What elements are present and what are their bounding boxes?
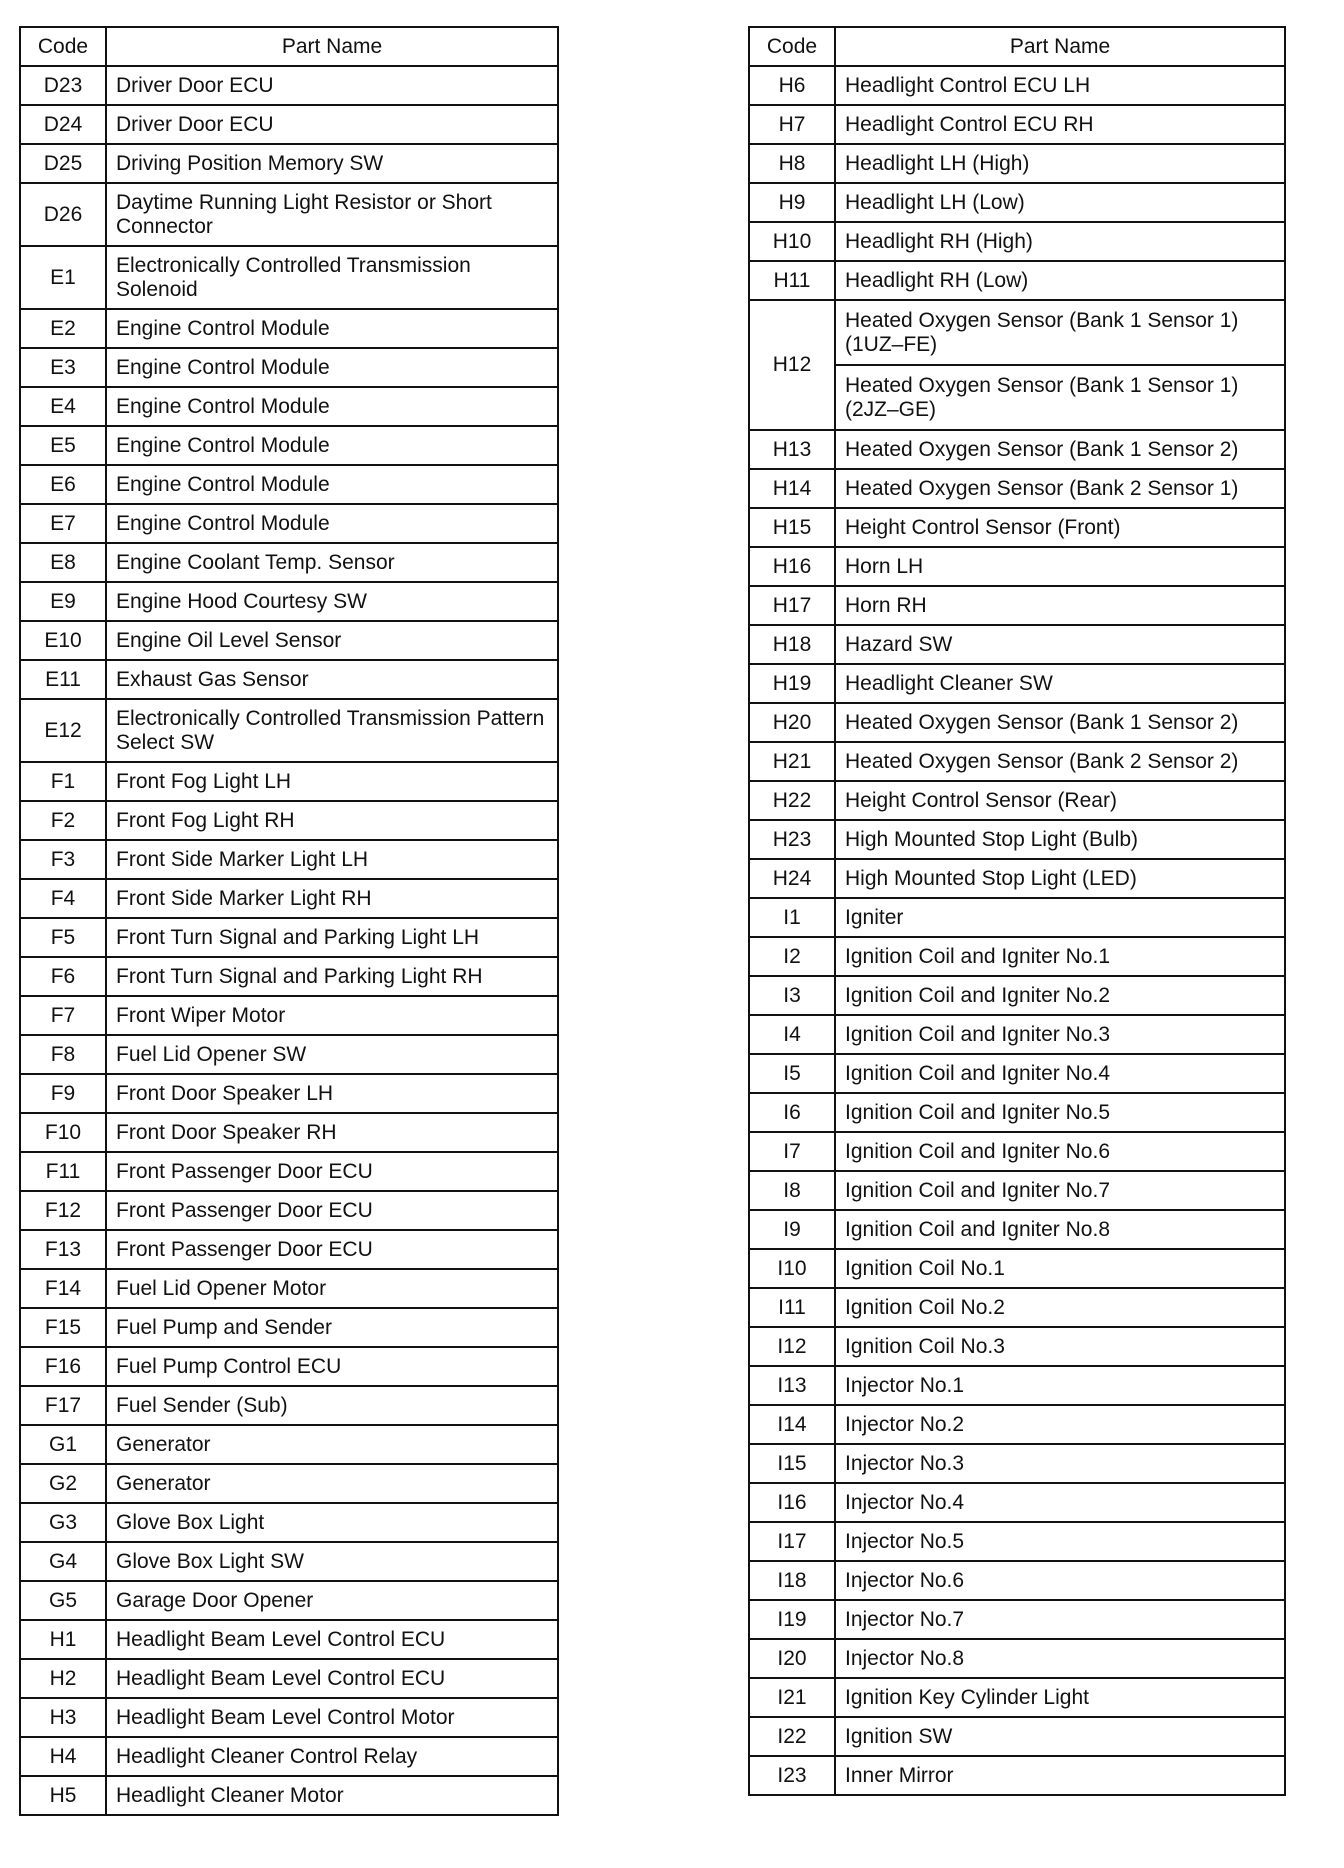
part-name-cell: Headlight Control ECU LH [835, 66, 1285, 105]
table-row [20, 465, 558, 504]
part-name-column-header: Part Name [106, 27, 558, 66]
part-name-cell: Generator [106, 1464, 558, 1503]
part-code-cell: I13 [749, 1366, 835, 1405]
part-name-cell: Injector No.5 [835, 1522, 1285, 1561]
table-row [749, 742, 1285, 781]
table-row [20, 504, 558, 543]
part-code-cell: H7 [749, 105, 835, 144]
part-name-cell: Engine Hood Courtesy SW [106, 582, 558, 621]
table-body-right [749, 66, 1285, 1795]
part-code-cell: F17 [20, 1386, 106, 1425]
part-name-cell: Engine Oil Level Sensor [106, 621, 558, 660]
table-row [20, 1386, 558, 1425]
table-row [20, 1308, 558, 1347]
part-code-cell: E2 [20, 309, 106, 348]
part-code-cell: E6 [20, 465, 106, 504]
part-name-cell: Inner Mirror [835, 1756, 1285, 1795]
part-name-cell: Headlight RH (High) [835, 222, 1285, 261]
part-code-cell: E10 [20, 621, 106, 660]
part-code-cell: H10 [749, 222, 835, 261]
part-name-cell: Injector No.1 [835, 1366, 1285, 1405]
table-row [20, 957, 558, 996]
table-row [20, 66, 558, 105]
part-code-cell: D23 [20, 66, 106, 105]
part-code-cell: I17 [749, 1522, 835, 1561]
table-row [749, 1054, 1285, 1093]
table-row [749, 898, 1285, 937]
table-row [20, 1425, 558, 1464]
part-code-cell: H21 [749, 742, 835, 781]
code-column-header: Code [749, 27, 835, 66]
part-code-cell: I19 [749, 1600, 835, 1639]
table-row [20, 1659, 558, 1698]
table-row [749, 300, 1285, 365]
part-name-cell: Front Passenger Door ECU [106, 1230, 558, 1269]
part-code-cell: F6 [20, 957, 106, 996]
part-name-cell: Heated Oxygen Sensor (Bank 1 Sensor 2) [835, 430, 1285, 469]
part-name-cell: Ignition Coil and Igniter No.1 [835, 937, 1285, 976]
part-code-cell: I4 [749, 1015, 835, 1054]
part-name-cell: Generator [106, 1425, 558, 1464]
table-row [749, 1522, 1285, 1561]
table-row [20, 348, 558, 387]
part-name-cell: Headlight LH (High) [835, 144, 1285, 183]
part-name-cell: Ignition Coil No.2 [835, 1288, 1285, 1327]
table-row [20, 387, 558, 426]
part-code-cell: D24 [20, 105, 106, 144]
part-name-cell: Height Control Sensor (Front) [835, 508, 1285, 547]
table-row [20, 1191, 558, 1230]
part-code-cell: I18 [749, 1561, 835, 1600]
part-code-cell: I11 [749, 1288, 835, 1327]
table-row [20, 183, 558, 246]
table-row [20, 801, 558, 840]
part-name-cell: Ignition Coil and Igniter No.6 [835, 1132, 1285, 1171]
part-name-cell: Front Side Marker Light LH [106, 840, 558, 879]
table-row [20, 1503, 558, 1542]
table-row [749, 937, 1285, 976]
part-name-cell: Injector No.8 [835, 1639, 1285, 1678]
part-code-cell: I12 [749, 1327, 835, 1366]
part-name-cell: Front Turn Signal and Parking Light LH [106, 918, 558, 957]
part-name-cell: Ignition Coil and Igniter No.2 [835, 976, 1285, 1015]
part-name-cell: Heated Oxygen Sensor (Bank 2 Sensor 2) [835, 742, 1285, 781]
part-name-cell: Headlight RH (Low) [835, 261, 1285, 300]
table-row [749, 820, 1285, 859]
table-row [20, 840, 558, 879]
part-code-cell: F5 [20, 918, 106, 957]
part-name-cell: Ignition Coil and Igniter No.3 [835, 1015, 1285, 1054]
part-name-cell: Front Passenger Door ECU [106, 1152, 558, 1191]
part-code-cell: F1 [20, 762, 106, 801]
code-column-header: Code [20, 27, 106, 66]
part-name-cell: Engine Control Module [106, 348, 558, 387]
table-row [20, 996, 558, 1035]
part-code-cell: I22 [749, 1717, 835, 1756]
part-code-cell: F2 [20, 801, 106, 840]
part-name-cell: Headlight LH (Low) [835, 183, 1285, 222]
part-code-cell: H1 [20, 1620, 106, 1659]
part-name-cell: Engine Control Module [106, 426, 558, 465]
table-row [20, 543, 558, 582]
part-name-cell: Horn LH [835, 547, 1285, 586]
part-name-cell: Headlight Beam Level Control ECU [106, 1620, 558, 1659]
part-name-cell: Engine Control Module [106, 465, 558, 504]
part-name-cell: Hazard SW [835, 625, 1285, 664]
part-name-cell: Driver Door ECU [106, 105, 558, 144]
part-code-cell: E8 [20, 543, 106, 582]
part-code-cell: H4 [20, 1737, 106, 1776]
part-name-cell: Ignition SW [835, 1717, 1285, 1756]
part-code-cell: H20 [749, 703, 835, 742]
table-row [749, 1210, 1285, 1249]
part-code-cell: F8 [20, 1035, 106, 1074]
part-name-cell: Ignition Coil No.1 [835, 1249, 1285, 1288]
part-name-cell: Injector No.2 [835, 1405, 1285, 1444]
table-row [20, 1113, 558, 1152]
table-row [749, 586, 1285, 625]
part-name-cell: Heated Oxygen Sensor (Bank 1 Sensor 1) (2JZ–GE) [835, 365, 1285, 430]
part-name-cell: Electronically Controlled Transmission Solenoid [106, 246, 558, 309]
part-name-cell: Front Side Marker Light RH [106, 879, 558, 918]
table-row [20, 144, 558, 183]
part-code-cell: H2 [20, 1659, 106, 1698]
part-code-cell: I3 [749, 976, 835, 1015]
part-code-cell: I2 [749, 937, 835, 976]
table-row [20, 582, 558, 621]
part-name-cell: Fuel Pump and Sender [106, 1308, 558, 1347]
table-header-row [20, 27, 558, 66]
part-code-cell: F10 [20, 1113, 106, 1152]
part-code-cell: E5 [20, 426, 106, 465]
part-code-cell: I20 [749, 1639, 835, 1678]
part-code-cell: I23 [749, 1756, 835, 1795]
table-row [20, 1347, 558, 1386]
part-code-cell: I6 [749, 1093, 835, 1132]
table-row [749, 430, 1285, 469]
part-code-cell: H17 [749, 586, 835, 625]
part-name-cell: Front Door Speaker RH [106, 1113, 558, 1152]
part-name-cell: Fuel Pump Control ECU [106, 1347, 558, 1386]
part-name-cell: Exhaust Gas Sensor [106, 660, 558, 699]
part-name-cell: High Mounted Stop Light (LED) [835, 859, 1285, 898]
part-code-cell: H3 [20, 1698, 106, 1737]
part-code-cell: H22 [749, 781, 835, 820]
table-row [20, 1620, 558, 1659]
part-name-cell: Front Fog Light LH [106, 762, 558, 801]
table-row [749, 1249, 1285, 1288]
table-row [749, 508, 1285, 547]
part-code-cell: H8 [749, 144, 835, 183]
part-name-cell: Electronically Controlled Transmission Pattern Select SW [106, 699, 558, 762]
part-name-cell: Front Turn Signal and Parking Light RH [106, 957, 558, 996]
part-code-cell: E9 [20, 582, 106, 621]
table-row [749, 1717, 1285, 1756]
table-row [20, 621, 558, 660]
part-code-cell: I21 [749, 1678, 835, 1717]
part-code-cell: H24 [749, 859, 835, 898]
part-name-cell: Heated Oxygen Sensor (Bank 2 Sensor 1) [835, 469, 1285, 508]
part-name-cell: Garage Door Opener [106, 1581, 558, 1620]
part-code-cell: I5 [749, 1054, 835, 1093]
table-row [749, 1756, 1285, 1795]
table-row [749, 261, 1285, 300]
table-row [749, 222, 1285, 261]
part-name-cell: Injector No.3 [835, 1444, 1285, 1483]
part-code-cell: F3 [20, 840, 106, 879]
part-name-cell: Injector No.7 [835, 1600, 1285, 1639]
part-name-cell: Fuel Lid Opener Motor [106, 1269, 558, 1308]
part-code-cell: G3 [20, 1503, 106, 1542]
part-name-cell: Front Door Speaker LH [106, 1074, 558, 1113]
part-name-cell: Engine Control Module [106, 309, 558, 348]
part-name-cell: Headlight Control ECU RH [835, 105, 1285, 144]
table-row [20, 660, 558, 699]
part-code-cell: F13 [20, 1230, 106, 1269]
part-code-cell: I1 [749, 898, 835, 937]
part-name-cell: Heated Oxygen Sensor (Bank 1 Sensor 1) (1UZ–FE) [835, 300, 1285, 365]
part-code-cell: H9 [749, 183, 835, 222]
part-name-cell: Heated Oxygen Sensor (Bank 1 Sensor 2) [835, 703, 1285, 742]
part-code-cell: F11 [20, 1152, 106, 1191]
part-name-cell: Glove Box Light [106, 1503, 558, 1542]
table-row [20, 1776, 558, 1815]
part-name-cell: Glove Box Light SW [106, 1542, 558, 1581]
part-name-cell: Ignition Coil and Igniter No.8 [835, 1210, 1285, 1249]
table-row [749, 1405, 1285, 1444]
part-code-cell: E12 [20, 699, 106, 762]
part-code-cell: F7 [20, 996, 106, 1035]
table-row [749, 183, 1285, 222]
table-row [20, 1581, 558, 1620]
part-code-cell: F14 [20, 1269, 106, 1308]
table-row [20, 105, 558, 144]
part-name-cell: Driver Door ECU [106, 66, 558, 105]
part-code-cell: F9 [20, 1074, 106, 1113]
part-name-cell: Ignition Coil No.3 [835, 1327, 1285, 1366]
table-row [749, 625, 1285, 664]
part-name-cell: Front Wiper Motor [106, 996, 558, 1035]
table-row [749, 1171, 1285, 1210]
table-row [749, 66, 1285, 105]
part-code-cell: D25 [20, 144, 106, 183]
table-row [749, 1561, 1285, 1600]
part-name-cell: Front Fog Light RH [106, 801, 558, 840]
part-name-cell: Daytime Running Light Resistor or Short Connector [106, 183, 558, 246]
table-row [20, 762, 558, 801]
part-name-cell: Ignition Key Cylinder Light [835, 1678, 1285, 1717]
table-row [749, 1639, 1285, 1678]
part-code-cell: F15 [20, 1308, 106, 1347]
part-code-cell: F4 [20, 879, 106, 918]
part-name-cell: Height Control Sensor (Rear) [835, 781, 1285, 820]
part-name-cell: Engine Coolant Temp. Sensor [106, 543, 558, 582]
table-row [749, 144, 1285, 183]
table-row [20, 1152, 558, 1191]
table-row [20, 1542, 558, 1581]
part-code-cell: I14 [749, 1405, 835, 1444]
table-row [20, 699, 558, 762]
part-name-column-header: Part Name [835, 27, 1285, 66]
part-name-cell: Front Passenger Door ECU [106, 1191, 558, 1230]
part-code-cell: I15 [749, 1444, 835, 1483]
part-code-cell: H13 [749, 430, 835, 469]
part-code-cell: F12 [20, 1191, 106, 1230]
table-row [749, 469, 1285, 508]
table-row [749, 1444, 1285, 1483]
part-code-cell: I16 [749, 1483, 835, 1522]
part-code-cell: G2 [20, 1464, 106, 1503]
part-code-cell: H12 [749, 300, 835, 430]
part-code-cell: H16 [749, 547, 835, 586]
part-code-cell: I9 [749, 1210, 835, 1249]
part-code-cell: D26 [20, 183, 106, 246]
part-name-cell: Driving Position Memory SW [106, 144, 558, 183]
part-code-cell: H6 [749, 66, 835, 105]
table-row [749, 1366, 1285, 1405]
table-row [20, 309, 558, 348]
part-name-cell: Fuel Sender (Sub) [106, 1386, 558, 1425]
part-name-cell: Ignition Coil and Igniter No.4 [835, 1054, 1285, 1093]
table-row [20, 1698, 558, 1737]
part-name-cell: Injector No.4 [835, 1483, 1285, 1522]
part-name-cell: Headlight Cleaner Control Relay [106, 1737, 558, 1776]
table-row [749, 1327, 1285, 1366]
part-code-cell: H5 [20, 1776, 106, 1815]
table-body-left [20, 66, 558, 1815]
table-row [749, 664, 1285, 703]
table-row [20, 1230, 558, 1269]
part-name-cell: High Mounted Stop Light (Bulb) [835, 820, 1285, 859]
table-row [749, 1678, 1285, 1717]
part-code-cell: G5 [20, 1581, 106, 1620]
part-code-cell: I10 [749, 1249, 835, 1288]
parts-table-right [748, 26, 1286, 1796]
table-row [20, 426, 558, 465]
table-row [749, 1132, 1285, 1171]
part-code-cell: E1 [20, 246, 106, 309]
table-row [749, 105, 1285, 144]
table-row [20, 879, 558, 918]
part-name-cell: Injector No.6 [835, 1561, 1285, 1600]
table-row [20, 1035, 558, 1074]
table-row [20, 1074, 558, 1113]
table-row [749, 1600, 1285, 1639]
table-row [20, 1737, 558, 1776]
part-code-cell: H14 [749, 469, 835, 508]
part-code-cell: H23 [749, 820, 835, 859]
table-row [749, 1093, 1285, 1132]
part-code-cell: H11 [749, 261, 835, 300]
part-code-cell: H18 [749, 625, 835, 664]
table-row [20, 918, 558, 957]
table-row [749, 703, 1285, 742]
table-row [20, 1464, 558, 1503]
part-code-cell: E3 [20, 348, 106, 387]
table-row [749, 781, 1285, 820]
parts-table-left [19, 26, 559, 1816]
part-name-cell: Engine Control Module [106, 387, 558, 426]
part-name-cell: Ignition Coil and Igniter No.7 [835, 1171, 1285, 1210]
part-code-cell: I8 [749, 1171, 835, 1210]
part-name-cell: Headlight Beam Level Control Motor [106, 1698, 558, 1737]
table-row [749, 859, 1285, 898]
part-code-cell: H19 [749, 664, 835, 703]
part-name-cell: Igniter [835, 898, 1285, 937]
part-code-cell: F16 [20, 1347, 106, 1386]
part-name-cell: Headlight Cleaner Motor [106, 1776, 558, 1815]
part-name-cell: Headlight Cleaner SW [835, 664, 1285, 703]
table-row [749, 1015, 1285, 1054]
part-code-cell: G4 [20, 1542, 106, 1581]
table-row [20, 1269, 558, 1308]
part-code-cell: I7 [749, 1132, 835, 1171]
part-code-cell: E4 [20, 387, 106, 426]
part-name-cell: Ignition Coil and Igniter No.5 [835, 1093, 1285, 1132]
table-row [749, 1483, 1285, 1522]
part-name-cell: Fuel Lid Opener SW [106, 1035, 558, 1074]
part-code-cell: H15 [749, 508, 835, 547]
table-header-row [749, 27, 1285, 66]
table-row [749, 547, 1285, 586]
table-row [20, 246, 558, 309]
table-row [749, 1288, 1285, 1327]
part-code-cell: G1 [20, 1425, 106, 1464]
part-code-cell: E11 [20, 660, 106, 699]
part-name-cell: Engine Control Module [106, 504, 558, 543]
table-row [749, 976, 1285, 1015]
part-name-cell: Headlight Beam Level Control ECU [106, 1659, 558, 1698]
part-code-cell: E7 [20, 504, 106, 543]
part-name-cell: Horn RH [835, 586, 1285, 625]
